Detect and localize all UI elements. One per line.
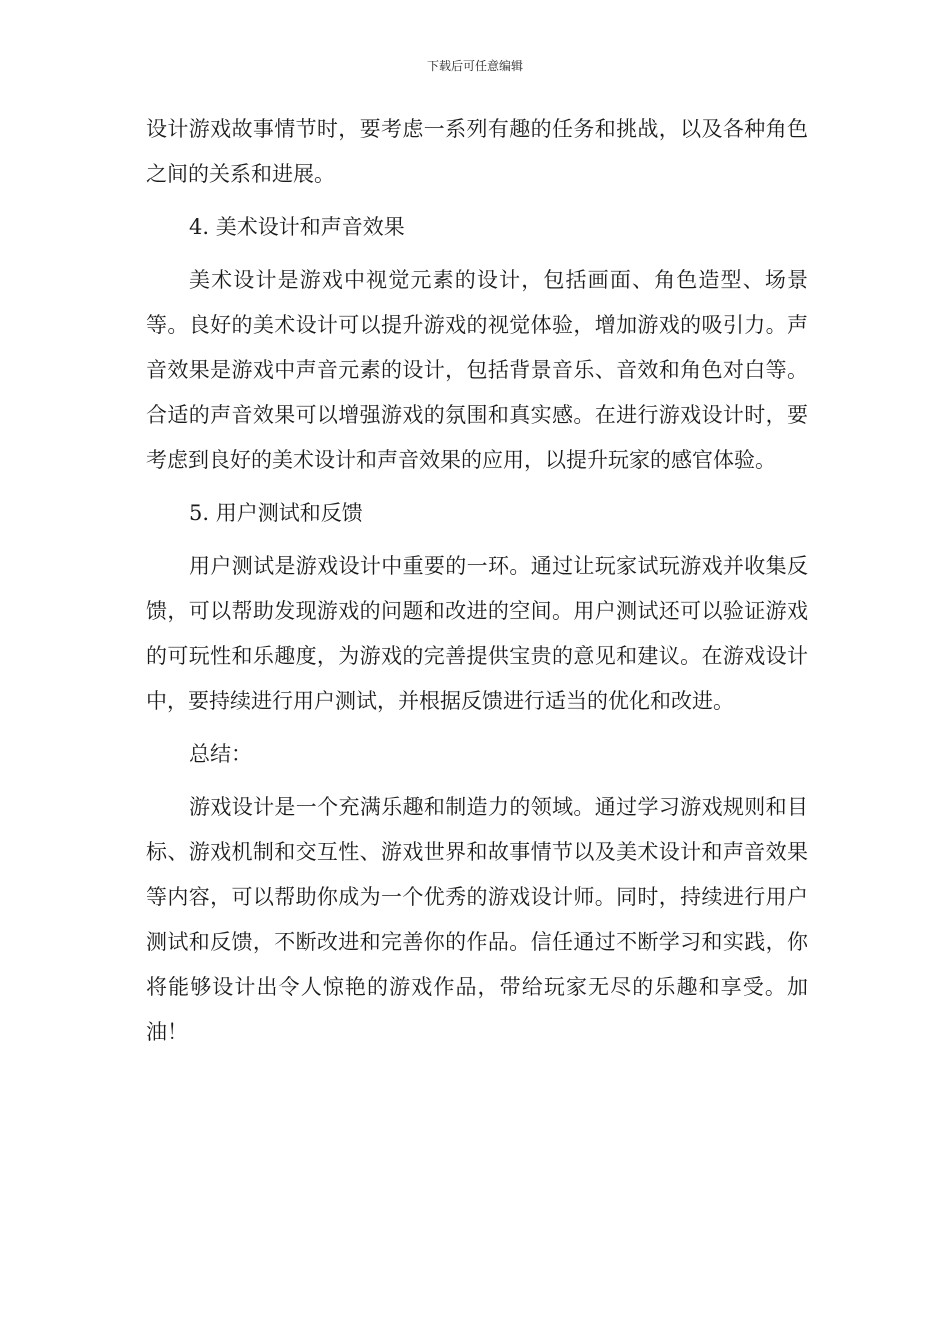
paragraph-gap <box>146 483 808 491</box>
paragraph-gap <box>146 250 808 258</box>
section-heading-user-testing: 5. 用户测试和反馈 <box>189 501 363 525</box>
paragraph-gap <box>146 777 808 785</box>
paragraph-gap <box>146 536 808 544</box>
paragraph-gap <box>146 724 808 732</box>
paragraph-summary: 游戏设计是一个充满乐趣和制造力的领域。通过学习游戏规则和目标、游戏机制和交互性、游戏世界和故事情节以及美术设计和声音效果等内容，可以帮助你成为一个优秀的游戏设计师。同时，持续进行用户测试和反馈，不断改进和完善你的作品。信任通过不断学习和实践，你将能够设计出令人惊艳的游戏作品，带给玩家无尽的乐趣和享受。加油！ <box>146 795 808 1044</box>
paragraph-art-sound: 美术设计是游戏中视觉元素的设计，包括画面、角色造型、场景等。良好的美术设计可以提升游戏的视觉体验，增加游戏的吸引力。声音效果是游戏中声音元素的设计，包括背景音乐、音效和角色对白等。合适的声音效果可以增强游戏的氛围和真实感。在进行游戏设计时，要考虑到良好的美术设计和声音效果的应用，以提升玩家的感官体验。 <box>146 268 808 472</box>
summary-heading: 总结： <box>189 742 252 766</box>
paragraph-user-testing: 用户测试是游戏设计中重要的一环。通过让玩家试玩游戏并收集反馈，可以帮助发现游戏的问题和改进的空间。用户测试还可以验证游戏的可玩性和乐趣度，为游戏的完善提供宝贵的意见和建议。在游戏设计中，要持续进行用户测试，并根据反馈进行适当的优化和改进。 <box>146 554 808 713</box>
paragraph-gap <box>146 197 808 205</box>
page-header-note: 下载后可任意编辑 <box>426 59 523 73</box>
document-body <box>146 107 808 1055</box>
section-heading-art-sound: 4. 美术设计和声音效果 <box>189 215 405 239</box>
paragraph-continued: 设计游戏故事情节时，要考虑一系列有趣的任务和挑战，以及各种角色之间的关系和进展。 <box>146 117 808 186</box>
